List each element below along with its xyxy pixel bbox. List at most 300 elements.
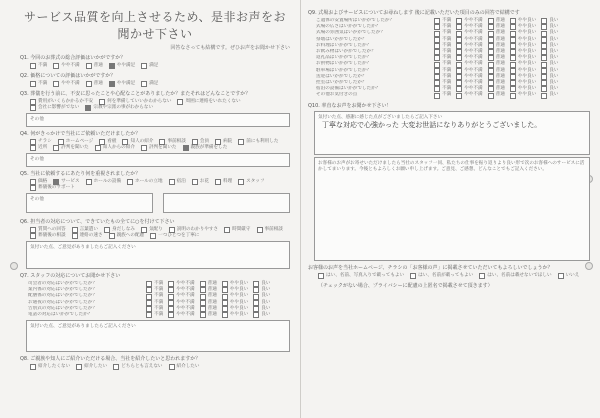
rating-option-label: 不満 <box>442 49 452 55</box>
option[interactable] <box>53 145 89 151</box>
option[interactable] <box>169 364 200 370</box>
checkbox[interactable] <box>410 273 416 279</box>
option-label: やや満足 <box>116 63 136 68</box>
option[interactable] <box>86 63 103 69</box>
checkbox[interactable] <box>456 49 462 55</box>
checkbox[interactable] <box>253 312 259 318</box>
checkbox[interactable] <box>86 63 92 69</box>
checkbox[interactable] <box>109 81 115 87</box>
rating-option-label: 普通 <box>207 299 217 305</box>
option-label: 評判を聞いた <box>61 145 89 150</box>
option[interactable] <box>30 145 47 151</box>
option[interactable] <box>30 105 79 111</box>
checkbox[interactable] <box>488 18 494 24</box>
checkbox[interactable] <box>558 273 564 279</box>
checkbox[interactable] <box>488 93 494 99</box>
option-label: どちらとも言えない <box>121 364 163 370</box>
rating-option-label: やや不満 <box>176 312 195 318</box>
checkbox[interactable] <box>253 287 259 293</box>
checkbox[interactable] <box>30 185 36 191</box>
checkbox[interactable] <box>150 233 156 239</box>
rating-option-label: やや良い <box>517 61 537 67</box>
checkbox[interactable] <box>434 68 440 74</box>
checkbox[interactable] <box>541 24 547 30</box>
checkbox[interactable] <box>434 37 440 43</box>
option[interactable] <box>95 145 135 151</box>
checkbox[interactable] <box>510 86 516 92</box>
rating-option-label: 普通 <box>495 42 505 48</box>
option-label: 知人の紹介 <box>130 139 154 144</box>
checkbox[interactable] <box>541 74 547 80</box>
q1-label: Q1. 今回のお葬式の総合評価はいかがですか？ <box>20 55 126 61</box>
checkbox[interactable] <box>30 81 36 87</box>
option-label: 気配り <box>148 227 163 232</box>
checkbox[interactable] <box>510 31 516 37</box>
checkbox[interactable] <box>488 24 494 30</box>
q2-options <box>30 81 290 87</box>
checkbox[interactable] <box>222 300 228 306</box>
rating-option-label: 良い <box>549 61 559 67</box>
q3-other-box[interactable]: その他 <box>26 113 290 127</box>
checkbox[interactable] <box>168 312 174 318</box>
option[interactable] <box>53 63 79 69</box>
option[interactable] <box>30 233 66 239</box>
rating-row-label: 返礼品はいかがでしたか？ <box>316 55 372 61</box>
checkbox[interactable] <box>200 312 206 318</box>
checkbox[interactable] <box>200 306 206 312</box>
checkbox[interactable] <box>488 43 494 49</box>
rating-option-label: 良い <box>549 49 559 55</box>
rating-option[interactable] <box>456 92 482 98</box>
rating-row <box>28 312 290 318</box>
checkbox[interactable] <box>183 145 189 151</box>
checkbox[interactable] <box>146 287 152 293</box>
checkbox[interactable] <box>222 312 228 318</box>
q10-comment-box[interactable] <box>314 111 590 155</box>
rating-option-label: 普通 <box>207 305 217 311</box>
rating-option[interactable] <box>168 312 194 318</box>
option-label: 価格 <box>38 179 48 184</box>
q10-box-label: 気付いた点、感謝に感じた点がございましたらご記入下さい <box>318 114 443 120</box>
checkbox[interactable] <box>238 139 244 145</box>
checkbox[interactable] <box>541 80 547 86</box>
checkbox[interactable] <box>168 294 174 300</box>
checkbox[interactable] <box>318 273 324 279</box>
rating-option-label: やや不満 <box>464 61 483 67</box>
checkbox[interactable] <box>510 74 516 80</box>
rating-option-label: 不満 <box>154 312 164 318</box>
rating-option[interactable] <box>541 92 558 98</box>
checkbox[interactable] <box>456 37 462 43</box>
rating-option-label: 良い <box>549 92 559 98</box>
checkbox[interactable] <box>86 81 92 87</box>
checkbox[interactable] <box>456 55 462 61</box>
option-label: 言葉遣い <box>79 227 98 232</box>
checkbox[interactable] <box>238 179 244 185</box>
option[interactable] <box>109 81 135 87</box>
checkbox[interactable] <box>456 24 462 30</box>
checkbox[interactable] <box>141 81 147 87</box>
checkbox[interactable] <box>510 93 516 99</box>
option[interactable] <box>86 179 121 185</box>
rating-option-label: やや良い <box>517 42 537 48</box>
option[interactable] <box>109 63 135 69</box>
checkbox[interactable] <box>488 49 494 55</box>
rating-option-label: 不満 <box>442 73 452 79</box>
checkbox[interactable] <box>541 62 547 68</box>
option[interactable] <box>192 179 209 185</box>
option-label: 連絡の速さ <box>79 233 103 238</box>
rating-option-label: やや良い <box>229 287 249 293</box>
option[interactable] <box>72 233 103 239</box>
rating-option-label: やや不満 <box>464 42 483 48</box>
checkbox[interactable] <box>127 179 133 185</box>
checkbox[interactable] <box>488 74 494 80</box>
rating-option[interactable] <box>200 312 217 318</box>
option[interactable] <box>318 273 404 279</box>
option[interactable] <box>141 145 177 151</box>
option-label: 普通 <box>93 63 103 68</box>
rating-option-label: やや良い <box>517 55 537 61</box>
option[interactable] <box>177 99 240 105</box>
rating-option-label: 普通 <box>495 18 505 23</box>
checkbox[interactable] <box>541 49 547 55</box>
rating-option-label: やや良い <box>229 281 249 286</box>
rating-option-label: 良い <box>549 24 559 30</box>
checkbox[interactable] <box>541 55 547 61</box>
rating-option-label: 普通 <box>495 86 505 92</box>
option-label: 評判を聞いた <box>148 145 177 150</box>
option-label: 事前相談 <box>167 139 186 144</box>
q5-label: Q5. 当社に依頼するにあたり何を重視されましたか？ <box>20 171 141 177</box>
option[interactable] <box>410 273 473 279</box>
checkbox[interactable] <box>434 74 440 80</box>
q6-label: Q6. 担当者の対応について、できていたもの全てに○を付けて下さい <box>20 219 175 225</box>
checkbox[interactable] <box>456 43 462 49</box>
checkbox[interactable] <box>253 306 259 312</box>
rating-option-label: やや不満 <box>464 24 483 30</box>
checkbox[interactable] <box>30 233 36 239</box>
q5-other-box-2[interactable] <box>163 193 290 213</box>
checkbox[interactable] <box>434 24 440 30</box>
rating-option-label: やや不満 <box>464 86 483 92</box>
rating-option-label: やや良い <box>517 24 537 30</box>
q3-label: Q3. 葬儀を行う前に、不安に思ったことや心配なことがありましたか？またそれはどんなことですか？ <box>20 91 251 97</box>
option[interactable] <box>76 364 107 370</box>
rating-option-label: やや良い <box>229 305 249 311</box>
checkbox[interactable] <box>488 86 494 92</box>
rating-option-label: 不満 <box>442 24 452 30</box>
checkbox[interactable] <box>434 55 440 61</box>
checkbox[interactable] <box>86 179 92 185</box>
option[interactable] <box>150 233 199 239</box>
rating-option-label: 良い <box>261 287 271 293</box>
option-label: 何を準備していいかわからない <box>107 99 172 104</box>
rating-option-label: 良い <box>261 312 271 318</box>
rating-option-label: 不満 <box>154 293 164 299</box>
option[interactable] <box>169 179 186 185</box>
option-label: 料理 <box>222 179 233 184</box>
checkbox[interactable] <box>541 68 547 74</box>
checkbox[interactable] <box>456 68 462 74</box>
q4-options <box>30 139 290 151</box>
q7-comment-box[interactable]: 気付いた点、ご意見がありましたらご記入ください <box>26 320 290 352</box>
rating-option-label: やや良い <box>517 49 537 55</box>
left-column <box>20 6 290 370</box>
checkbox[interactable] <box>53 63 59 69</box>
option-label: 事前相談 <box>264 227 283 232</box>
q9-rows <box>316 18 590 99</box>
rating-row-label: ご遺体の安置場所はいかがでしたか？ <box>316 18 395 23</box>
q4-other-box[interactable]: その他 <box>26 153 290 167</box>
rating-option-label: 良い <box>549 36 559 42</box>
checkbox[interactable] <box>253 281 259 287</box>
checkbox[interactable] <box>479 273 485 279</box>
rating-option-label: 普通 <box>495 55 505 61</box>
q7-rows <box>28 281 290 318</box>
checkbox[interactable] <box>200 281 206 287</box>
rating-row-label: 駐車場はいかがでしたか？ <box>316 67 372 73</box>
checkbox[interactable] <box>141 63 147 69</box>
checkbox[interactable] <box>85 105 91 111</box>
checkbox[interactable] <box>434 86 440 92</box>
checkbox[interactable] <box>146 306 152 312</box>
checkbox[interactable] <box>456 31 462 37</box>
option[interactable] <box>53 81 79 87</box>
rating-option-label: 不満 <box>154 287 164 293</box>
checkbox[interactable] <box>488 80 494 86</box>
rating-option[interactable] <box>434 92 451 98</box>
checkbox[interactable] <box>510 37 516 43</box>
checkbox[interactable] <box>168 306 174 312</box>
rating-option-label: 不満 <box>154 305 164 311</box>
checkbox[interactable] <box>192 179 198 185</box>
checkbox[interactable] <box>541 37 547 43</box>
option[interactable] <box>86 81 103 87</box>
option[interactable] <box>113 364 162 370</box>
option[interactable] <box>183 145 228 151</box>
rating-option-label: やや不満 <box>464 73 483 79</box>
rating-option-label: 普通 <box>207 312 217 318</box>
rating-option-label: 良い <box>549 55 559 61</box>
checkbox[interactable] <box>510 18 516 24</box>
checkbox[interactable] <box>510 43 516 49</box>
rating-option[interactable] <box>488 92 505 98</box>
q11-comment-box[interactable] <box>314 157 590 261</box>
checkbox[interactable] <box>488 62 494 68</box>
checkbox[interactable] <box>456 62 462 68</box>
checkbox[interactable] <box>510 49 516 55</box>
q2-label: Q2. 価格についての評価はいかがですか？ <box>20 73 116 79</box>
rating-row-label: 控室はいかがでしたか？ <box>316 80 367 86</box>
q6-comment-box[interactable]: 気付いた点、ご意見がありましたらご記入ください <box>26 241 290 269</box>
checkbox[interactable] <box>146 294 152 300</box>
checkbox[interactable] <box>510 68 516 74</box>
q3-options <box>30 99 290 111</box>
rating-option[interactable] <box>146 312 163 318</box>
option[interactable] <box>30 63 47 69</box>
checkbox[interactable] <box>113 364 119 370</box>
rating-option-label: 普通 <box>495 24 505 30</box>
rating-option-label: 良い <box>549 67 559 73</box>
rating-option-label: 普通 <box>495 80 505 86</box>
rating-option-label: やや不満 <box>464 36 483 42</box>
option-label: 紹介したい <box>176 364 200 370</box>
q5-other-box[interactable]: その他 <box>26 193 153 213</box>
checkbox[interactable] <box>169 364 175 370</box>
center-fold <box>300 0 301 418</box>
checkbox[interactable] <box>257 227 263 233</box>
rating-option-label: 良い <box>549 18 559 23</box>
checkbox[interactable] <box>434 62 440 68</box>
checkbox[interactable] <box>215 179 221 185</box>
checkbox[interactable] <box>168 300 174 306</box>
checkbox[interactable] <box>456 80 462 86</box>
option[interactable] <box>257 227 283 233</box>
option[interactable] <box>238 179 264 185</box>
rating-option-label: やや良い <box>517 67 537 73</box>
rating-option-label: 普通 <box>495 67 505 73</box>
checkbox[interactable] <box>253 300 259 306</box>
rating-option-label: やや不満 <box>176 305 195 311</box>
checkbox[interactable] <box>456 18 462 24</box>
rating-option[interactable] <box>510 92 536 98</box>
checkbox[interactable] <box>53 81 59 87</box>
option[interactable] <box>558 273 580 279</box>
checkbox[interactable] <box>488 68 494 74</box>
option[interactable] <box>141 63 158 69</box>
checkbox[interactable] <box>146 312 152 318</box>
checkbox[interactable] <box>434 43 440 49</box>
option-label: 看板 <box>107 139 117 144</box>
option[interactable] <box>30 185 75 191</box>
checkbox[interactable] <box>146 281 152 287</box>
checkbox[interactable] <box>434 31 440 37</box>
checkbox[interactable] <box>434 93 440 99</box>
option-label: 宗教や宗派の事がわからない <box>93 105 154 110</box>
option[interactable] <box>215 179 232 185</box>
option-label: 普通 <box>93 81 103 86</box>
checkbox[interactable] <box>177 99 183 105</box>
option-label: 葬儀後の相談 <box>38 233 66 238</box>
checkbox[interactable] <box>222 294 228 300</box>
checkbox[interactable] <box>200 300 206 306</box>
option-label: やや不満 <box>61 81 80 86</box>
checkbox[interactable] <box>434 80 440 86</box>
checkbox[interactable] <box>434 49 440 55</box>
checkbox[interactable] <box>456 86 462 92</box>
checkbox[interactable] <box>488 31 494 37</box>
checkbox[interactable] <box>141 145 147 151</box>
checkbox[interactable] <box>30 145 36 151</box>
checkbox[interactable] <box>200 294 206 300</box>
checkbox[interactable] <box>222 306 228 312</box>
page-title: サービス品質を向上させるため、是非お声をお聞かせ下さい <box>23 10 287 41</box>
checkbox[interactable] <box>434 18 440 24</box>
rating-row-label: 式場の広さはいかがでしたか？ <box>316 24 381 30</box>
checkbox[interactable] <box>72 233 78 239</box>
checkbox[interactable] <box>488 55 494 61</box>
checkbox[interactable] <box>30 63 36 69</box>
option[interactable] <box>127 179 162 185</box>
checkbox[interactable] <box>541 18 547 24</box>
checkbox[interactable] <box>169 179 175 185</box>
checkbox[interactable] <box>541 93 547 99</box>
checkbox[interactable] <box>456 74 462 80</box>
rating-row-label: お飲み物はいかがでしたか？ <box>316 49 376 55</box>
checkbox[interactable] <box>541 43 547 49</box>
q5-boxes <box>20 191 290 215</box>
q7-label: Q7. スタッフの対応についてお聞かせ下さい <box>20 273 121 279</box>
checkbox[interactable] <box>53 145 59 151</box>
checkbox[interactable] <box>95 145 101 151</box>
option-label: 前にも利用した <box>246 139 279 144</box>
rating-option-label: やや良い <box>517 80 537 86</box>
rating-row-label: 電話の対応はいかがでしたか？ <box>28 312 93 318</box>
option[interactable] <box>85 105 153 111</box>
option[interactable] <box>109 233 145 239</box>
rating-option-label: 普通 <box>495 49 505 55</box>
option[interactable] <box>30 81 47 87</box>
rating-option-label: 不満 <box>442 30 452 36</box>
option[interactable] <box>30 364 70 370</box>
checkbox[interactable] <box>253 294 259 300</box>
checkbox[interactable] <box>456 93 462 99</box>
rating-option[interactable] <box>253 312 270 318</box>
handwritten-comment: 丁寧な対応で心強かった 大変お世話になりありがとうございました。 <box>322 120 542 129</box>
option[interactable] <box>479 273 551 279</box>
option[interactable] <box>238 139 278 145</box>
checkbox[interactable] <box>30 105 36 111</box>
rating-option[interactable] <box>222 312 248 318</box>
rating-option-label: 不満 <box>442 80 452 86</box>
rating-option-label: やや良い <box>229 293 249 299</box>
checkbox[interactable] <box>76 364 82 370</box>
checkbox[interactable] <box>200 287 206 293</box>
rating-option-label: 不満 <box>442 86 452 92</box>
rating-row-label: 式場の雰囲気はいかがでしたか？ <box>316 30 385 36</box>
option-label: いいえ <box>565 272 580 278</box>
option[interactable] <box>224 227 250 233</box>
checkbox[interactable] <box>510 80 516 86</box>
checkbox[interactable] <box>146 300 152 306</box>
checkbox[interactable] <box>109 233 115 239</box>
checkbox[interactable] <box>30 364 36 370</box>
rating-option-label: 普通 <box>495 73 505 79</box>
rating-option-label: 普通 <box>495 36 505 42</box>
q8-label: Q8. ご親族や知人にご紹介いただける場合、当社を紹介したいと思われますか？ <box>20 356 201 363</box>
rating-option-label: 不満 <box>154 281 164 286</box>
checkbox[interactable] <box>222 287 228 293</box>
checkbox[interactable] <box>168 281 174 287</box>
checkbox[interactable] <box>541 31 547 37</box>
checkbox[interactable] <box>168 287 174 293</box>
rating-row-label: 宿泊の設備はいかがでしたか？ <box>316 86 381 92</box>
checkbox[interactable] <box>109 63 115 69</box>
checkbox[interactable] <box>510 55 516 61</box>
checkbox[interactable] <box>510 62 516 68</box>
rating-option-label: やや不満 <box>176 281 195 286</box>
rating-option-label: 不満 <box>154 299 164 305</box>
rating-option-label: 良い <box>549 73 559 79</box>
checkbox[interactable] <box>222 281 228 287</box>
checkbox[interactable] <box>541 86 547 92</box>
checkbox[interactable] <box>224 227 230 233</box>
option[interactable] <box>141 81 158 87</box>
checkbox[interactable] <box>488 37 494 43</box>
checkbox[interactable] <box>510 24 516 30</box>
option-label: 身だしなみ <box>111 227 135 232</box>
